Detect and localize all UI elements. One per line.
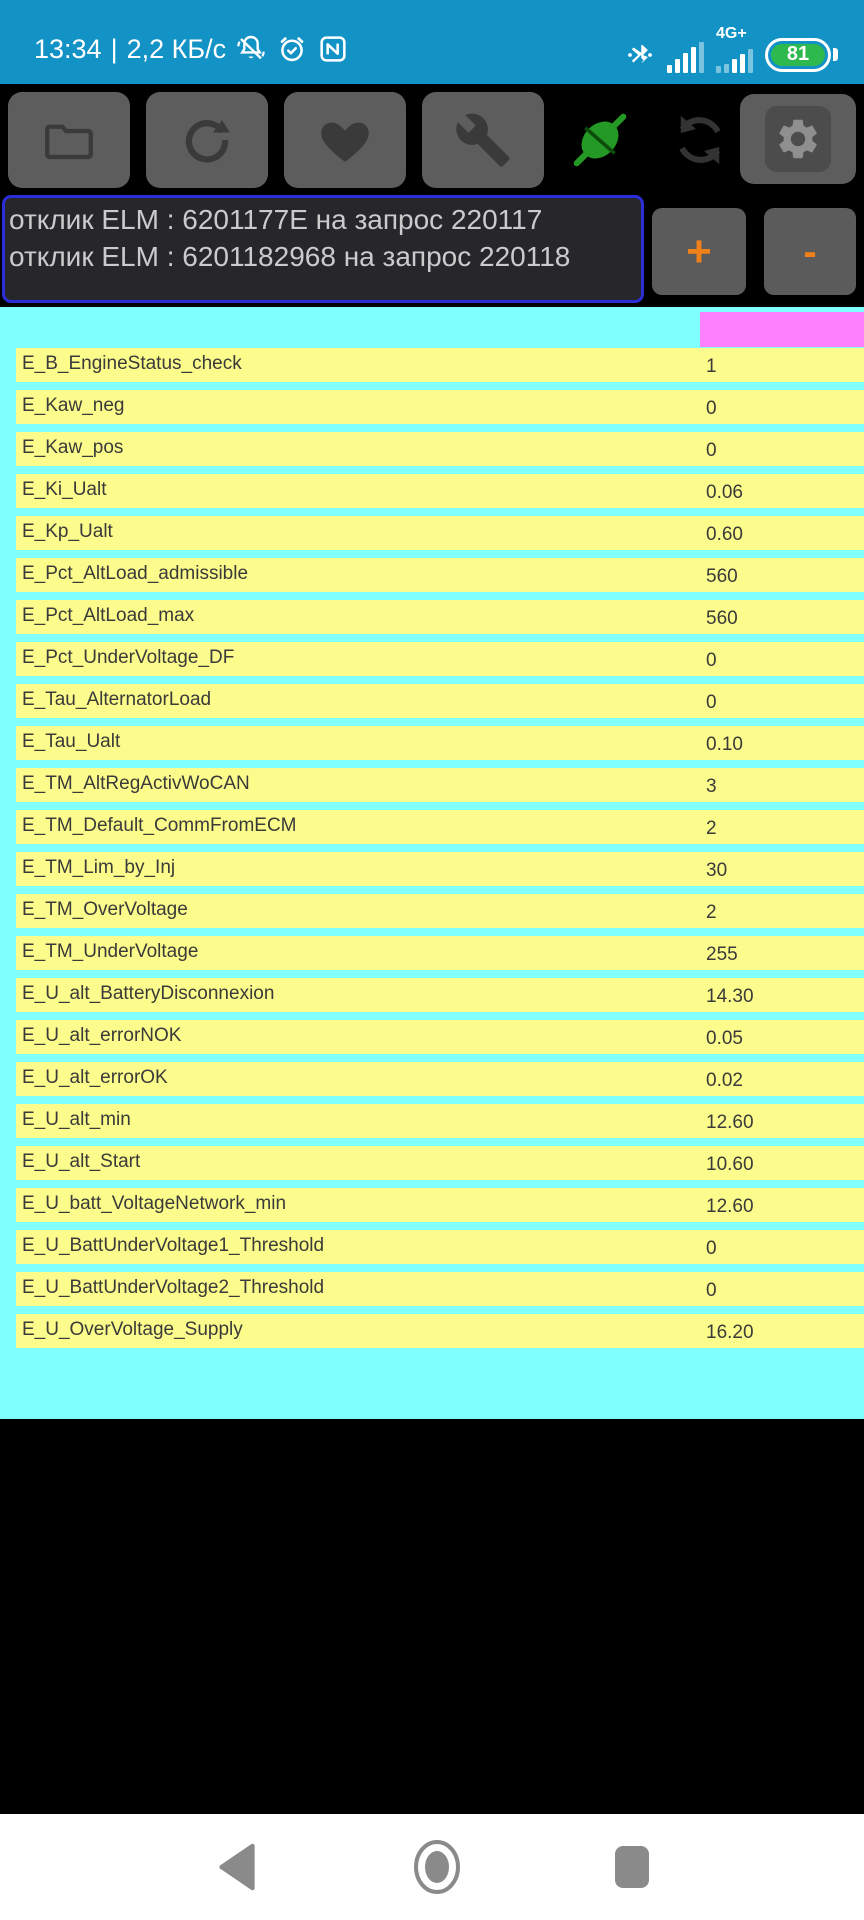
- alarm-icon: [276, 33, 308, 65]
- param-value: 0.02: [706, 1070, 743, 1091]
- param-name: E_TM_AltRegActivWoCAN: [22, 773, 250, 794]
- plus-label: +: [686, 226, 712, 276]
- table-row[interactable]: [16, 390, 864, 424]
- toolbar: [0, 84, 864, 195]
- recents-icon: [615, 1846, 649, 1888]
- parameters-table-rows: [0, 348, 864, 1356]
- heart-icon: [316, 111, 374, 169]
- table-row[interactable]: [16, 516, 864, 550]
- param-value: 0: [706, 1280, 717, 1301]
- table-row[interactable]: [16, 936, 864, 970]
- elm-response-line: отклик ELM : 6201182968 на запрос 220118: [9, 241, 571, 272]
- param-name: E_TM_Default_CommFromECM: [22, 815, 297, 836]
- nfc-icon: [317, 33, 349, 65]
- home-icon: [411, 1838, 463, 1896]
- param-value: 12.60: [706, 1112, 754, 1133]
- param-name: E_Kaw_neg: [22, 395, 125, 416]
- param-value: 0: [706, 1238, 717, 1259]
- table-row[interactable]: [16, 810, 864, 844]
- table-row[interactable]: [16, 1020, 864, 1054]
- param-value: 255: [706, 944, 738, 965]
- param-name: E_Tau_Ualt: [22, 731, 121, 752]
- table-row[interactable]: [16, 1188, 864, 1222]
- battery-icon: [765, 38, 838, 72]
- table-row[interactable]: [16, 1230, 864, 1264]
- param-name: E_Pct_AltLoad_admissible: [22, 563, 249, 584]
- tools-button[interactable]: [422, 92, 544, 188]
- favorites-button[interactable]: [284, 92, 406, 188]
- connect-button[interactable]: [560, 98, 640, 182]
- param-name: E_TM_UnderVoltage: [22, 941, 199, 962]
- param-name: E_TM_Lim_by_Inj: [22, 857, 176, 878]
- table-row[interactable]: [16, 558, 864, 592]
- status-right: [625, 26, 838, 73]
- table-row[interactable]: [16, 894, 864, 928]
- param-name: E_U_alt_min: [22, 1109, 131, 1130]
- table-row[interactable]: [16, 642, 864, 676]
- table-row[interactable]: [16, 852, 864, 886]
- param-value: 1: [706, 356, 717, 377]
- status-bar: [0, 0, 864, 84]
- bluetooth-icon: [625, 39, 655, 71]
- param-value: 30: [706, 860, 728, 881]
- table-row[interactable]: [16, 1062, 864, 1096]
- table-row[interactable]: [16, 1146, 864, 1180]
- param-value: 0.60: [706, 524, 743, 545]
- gear-frame: [765, 106, 831, 172]
- connect-plug-icon: [561, 101, 639, 179]
- param-name: E_U_OverVoltage_Supply: [22, 1319, 243, 1340]
- value-column-header[interactable]: [700, 312, 864, 347]
- param-value: 16.20: [706, 1322, 754, 1343]
- nav-recents-button[interactable]: [610, 1814, 654, 1920]
- param-value: 0: [706, 692, 717, 713]
- param-name: E_Pct_UnderVoltage_DF: [22, 647, 235, 668]
- param-value: 2: [706, 902, 717, 923]
- mute-bell-icon: [235, 33, 267, 65]
- param-name: E_Pct_AltLoad_max: [22, 605, 195, 626]
- param-name: E_Ki_Ualt: [22, 479, 107, 500]
- param-name: E_Kp_Ualt: [22, 521, 113, 542]
- sync-icon: [667, 107, 733, 173]
- param-value: 0: [706, 650, 717, 671]
- parameters-table: [0, 307, 864, 1419]
- signal-bars-icon: [667, 43, 704, 73]
- table-row[interactable]: [16, 726, 864, 760]
- status-separator: |: [110, 33, 118, 64]
- wrench-icon: [454, 111, 512, 169]
- folder-icon: [40, 111, 98, 169]
- param-name: E_U_batt_VoltageNetwork_min: [22, 1193, 287, 1214]
- param-name: E_U_alt_errorOK: [22, 1067, 168, 1088]
- table-row[interactable]: [16, 684, 864, 718]
- elm-response-console[interactable]: [2, 195, 644, 303]
- table-row[interactable]: [16, 432, 864, 466]
- param-name: E_U_BattUnderVoltage2_Threshold: [22, 1277, 325, 1298]
- signal-bars-2-icon: [716, 26, 753, 73]
- param-name: E_TM_OverVoltage: [22, 899, 188, 920]
- table-row[interactable]: [16, 768, 864, 802]
- empty-area: [0, 1419, 864, 1814]
- table-row[interactable]: [16, 978, 864, 1012]
- param-name: E_U_alt_errorNOK: [22, 1025, 182, 1046]
- param-value: 12.60: [706, 1196, 754, 1217]
- param-name: E_U_BattUnderVoltage1_Threshold: [22, 1235, 325, 1256]
- refresh-icon: [178, 111, 236, 169]
- nav-home-button[interactable]: [408, 1814, 466, 1920]
- settings-button[interactable]: [740, 94, 856, 184]
- param-value: 0: [706, 440, 717, 461]
- status-left: [34, 33, 349, 65]
- sync-button[interactable]: [664, 100, 736, 180]
- table-row[interactable]: [16, 474, 864, 508]
- back-icon: [217, 1843, 257, 1891]
- param-value: 560: [706, 566, 738, 587]
- param-value: 10.60: [706, 1154, 754, 1175]
- param-value: 0.10: [706, 734, 743, 755]
- param-value: 3: [706, 776, 717, 797]
- param-value: 0.05: [706, 1028, 743, 1049]
- increase-button[interactable]: [652, 208, 746, 295]
- param-value: 0.06: [706, 482, 743, 503]
- battery-percent: 81: [771, 44, 825, 66]
- table-row[interactable]: [16, 1272, 864, 1306]
- param-name: E_Tau_AlternatorLoad: [22, 689, 212, 710]
- minus-label: -: [803, 229, 817, 274]
- param-value: 560: [706, 608, 738, 629]
- gear-icon: [774, 115, 822, 163]
- elm-response-line: отклик ELM : 6201177E на запрос 220117: [9, 204, 543, 235]
- param-name: E_B_EngineStatus_check: [22, 353, 242, 374]
- android-nav-bar: [0, 1814, 864, 1920]
- table-row[interactable]: [16, 600, 864, 634]
- param-value: 0: [706, 398, 717, 419]
- clock: 13:34: [34, 33, 102, 64]
- network-speed: 2,2 КБ/с: [126, 33, 227, 64]
- table-row[interactable]: [16, 1314, 864, 1348]
- param-value: 2: [706, 818, 717, 839]
- network-type-label: 4G+: [716, 24, 747, 42]
- table-row[interactable]: [16, 1104, 864, 1138]
- param-value: 14.30: [706, 986, 754, 1007]
- nav-back-button[interactable]: [210, 1814, 264, 1920]
- table-row[interactable]: [16, 348, 864, 382]
- param-name: E_U_alt_Start: [22, 1151, 141, 1172]
- decrease-button[interactable]: [764, 208, 856, 295]
- refresh-button[interactable]: [146, 92, 268, 188]
- folder-button[interactable]: [8, 92, 130, 188]
- param-name: E_U_alt_BatteryDisconnexion: [22, 983, 275, 1004]
- param-name: E_Kaw_pos: [22, 437, 124, 458]
